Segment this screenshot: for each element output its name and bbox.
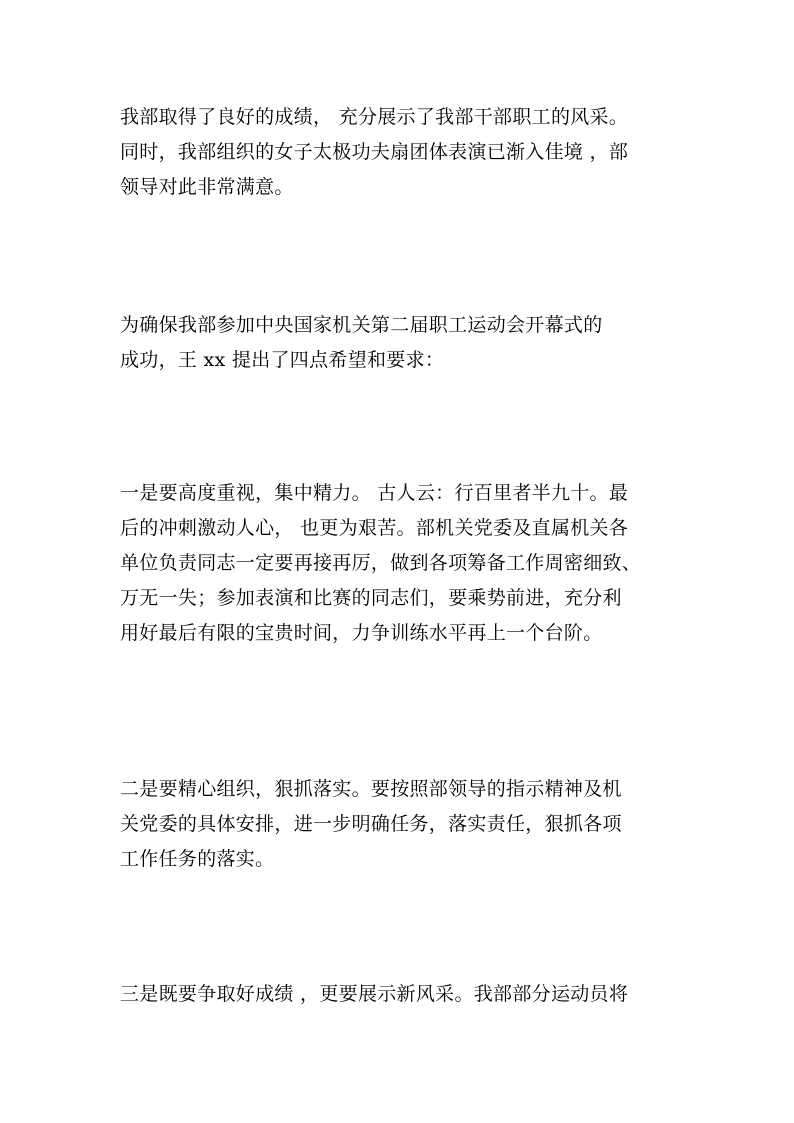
text-line: 单位负责同志一定要再接再厉，做到各项筹备工作周密细致、 (120, 552, 642, 574)
text-line: 后的冲刺激动人心， 也更为艰苦。部机关党委及直属机关各 (120, 517, 629, 539)
paragraph-requirements-intro (120, 308, 680, 378)
paragraph-point-one (120, 476, 680, 651)
text-line: 工作任务的落实。 (120, 848, 275, 870)
text-line: 成功，王 xx 提出了四点希望和要求： (120, 349, 445, 371)
paragraph-point-two (120, 772, 680, 877)
text-line: 一是要高度重视，集中精力。 古人云：行百里者半九十。最 (120, 482, 629, 504)
text-line: 关党委的具体安排，进一步明确任务，落实责任，狠抓各项 (120, 813, 622, 835)
text-line: 我部取得了良好的成绩， 充分展示了我部干部职工的风采。 (120, 106, 629, 128)
text-line: 为确保我部参加中央国家机关第二届职工运动会开幕式的 (120, 314, 603, 336)
text-line: 三是既要争取好成绩 ，更要展示新风采。我部部分运动员将 (120, 983, 629, 1005)
text-line: 万无一失；参加表演和比赛的同志们，要乘势前进，充分利 (120, 587, 622, 609)
text-line: 二是要精心组织，狠抓落实。要按照部领导的指示精神及机 (120, 778, 622, 800)
text-line: 领导对此非常满意。 (120, 176, 294, 198)
text-line: 同时，我部组织的女子太极功夫扇团体表演已渐入佳境 ，部 (120, 141, 629, 163)
paragraph-point-three (120, 977, 680, 1012)
text-line: 用好最后有限的宝贵时间，力争训练水平再上一个台阶。 (120, 622, 603, 644)
paragraph-achievement (120, 100, 680, 205)
